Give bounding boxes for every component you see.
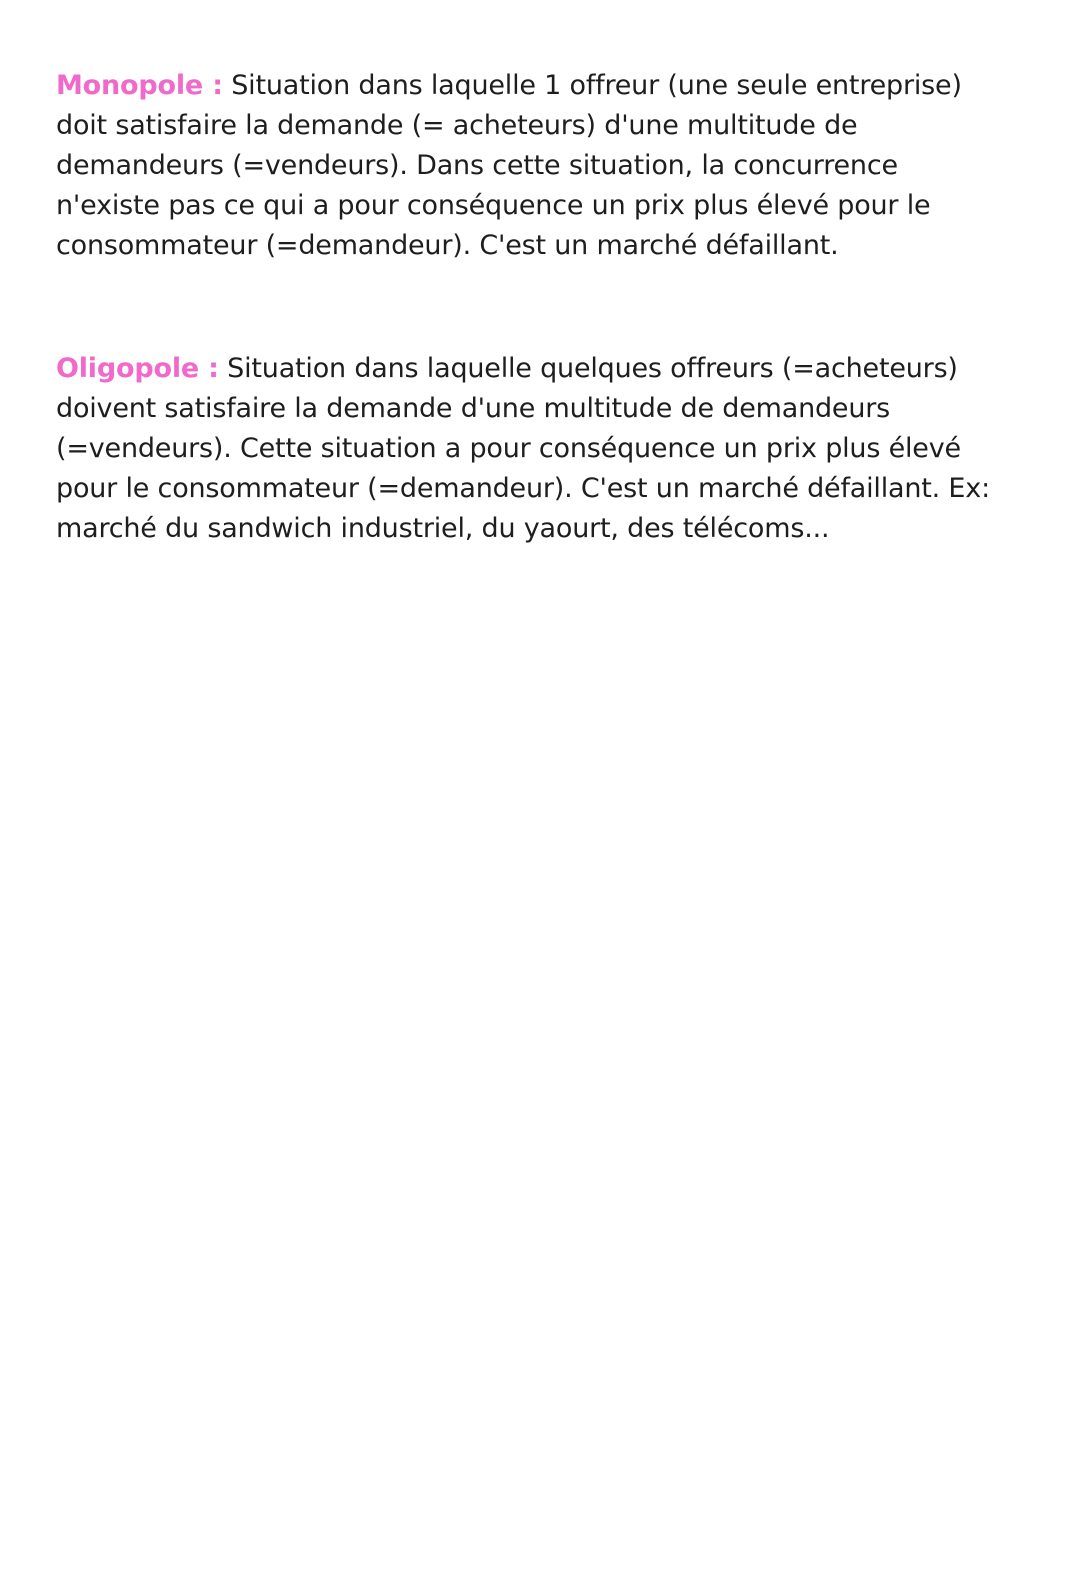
definition-monopole	[56, 66, 1016, 266]
definition-line: doit satisfaire la demande (= acheteurs) d'une multitude de	[56, 110, 858, 141]
term-oligopole: Oligopole :	[56, 353, 219, 384]
definition-line	[56, 66, 1016, 106]
definition-line: marché du sandwich industriel, du yaourt, des télécoms...	[56, 513, 830, 544]
definition-line: consommateur (=demandeur). C'est un marché défaillant.	[56, 230, 839, 261]
definition-text: Situation dans laquelle quelques offreurs (=acheteurs)	[218, 353, 958, 384]
term-monopole: Monopole :	[56, 70, 223, 101]
definition-text: Situation dans laquelle 1 offreur (une seule entreprise)	[222, 70, 962, 101]
definition-line: pour le consommateur (=demandeur). C'est un marché défaillant. Ex:	[56, 473, 990, 504]
definition-line: doivent satisfaire la demande d'une multitude de demandeurs	[56, 393, 891, 424]
definition-oligopole	[56, 349, 1016, 549]
definition-line: n'existe pas ce qui a pour conséquence un prix plus élevé pour le	[56, 190, 931, 221]
definition-line: demandeurs (=vendeurs). Dans cette situation, la concurrence	[56, 150, 898, 181]
definition-line: (=vendeurs). Cette situation a pour conséquence un prix plus élevé	[56, 433, 961, 464]
definition-line	[56, 349, 1016, 389]
